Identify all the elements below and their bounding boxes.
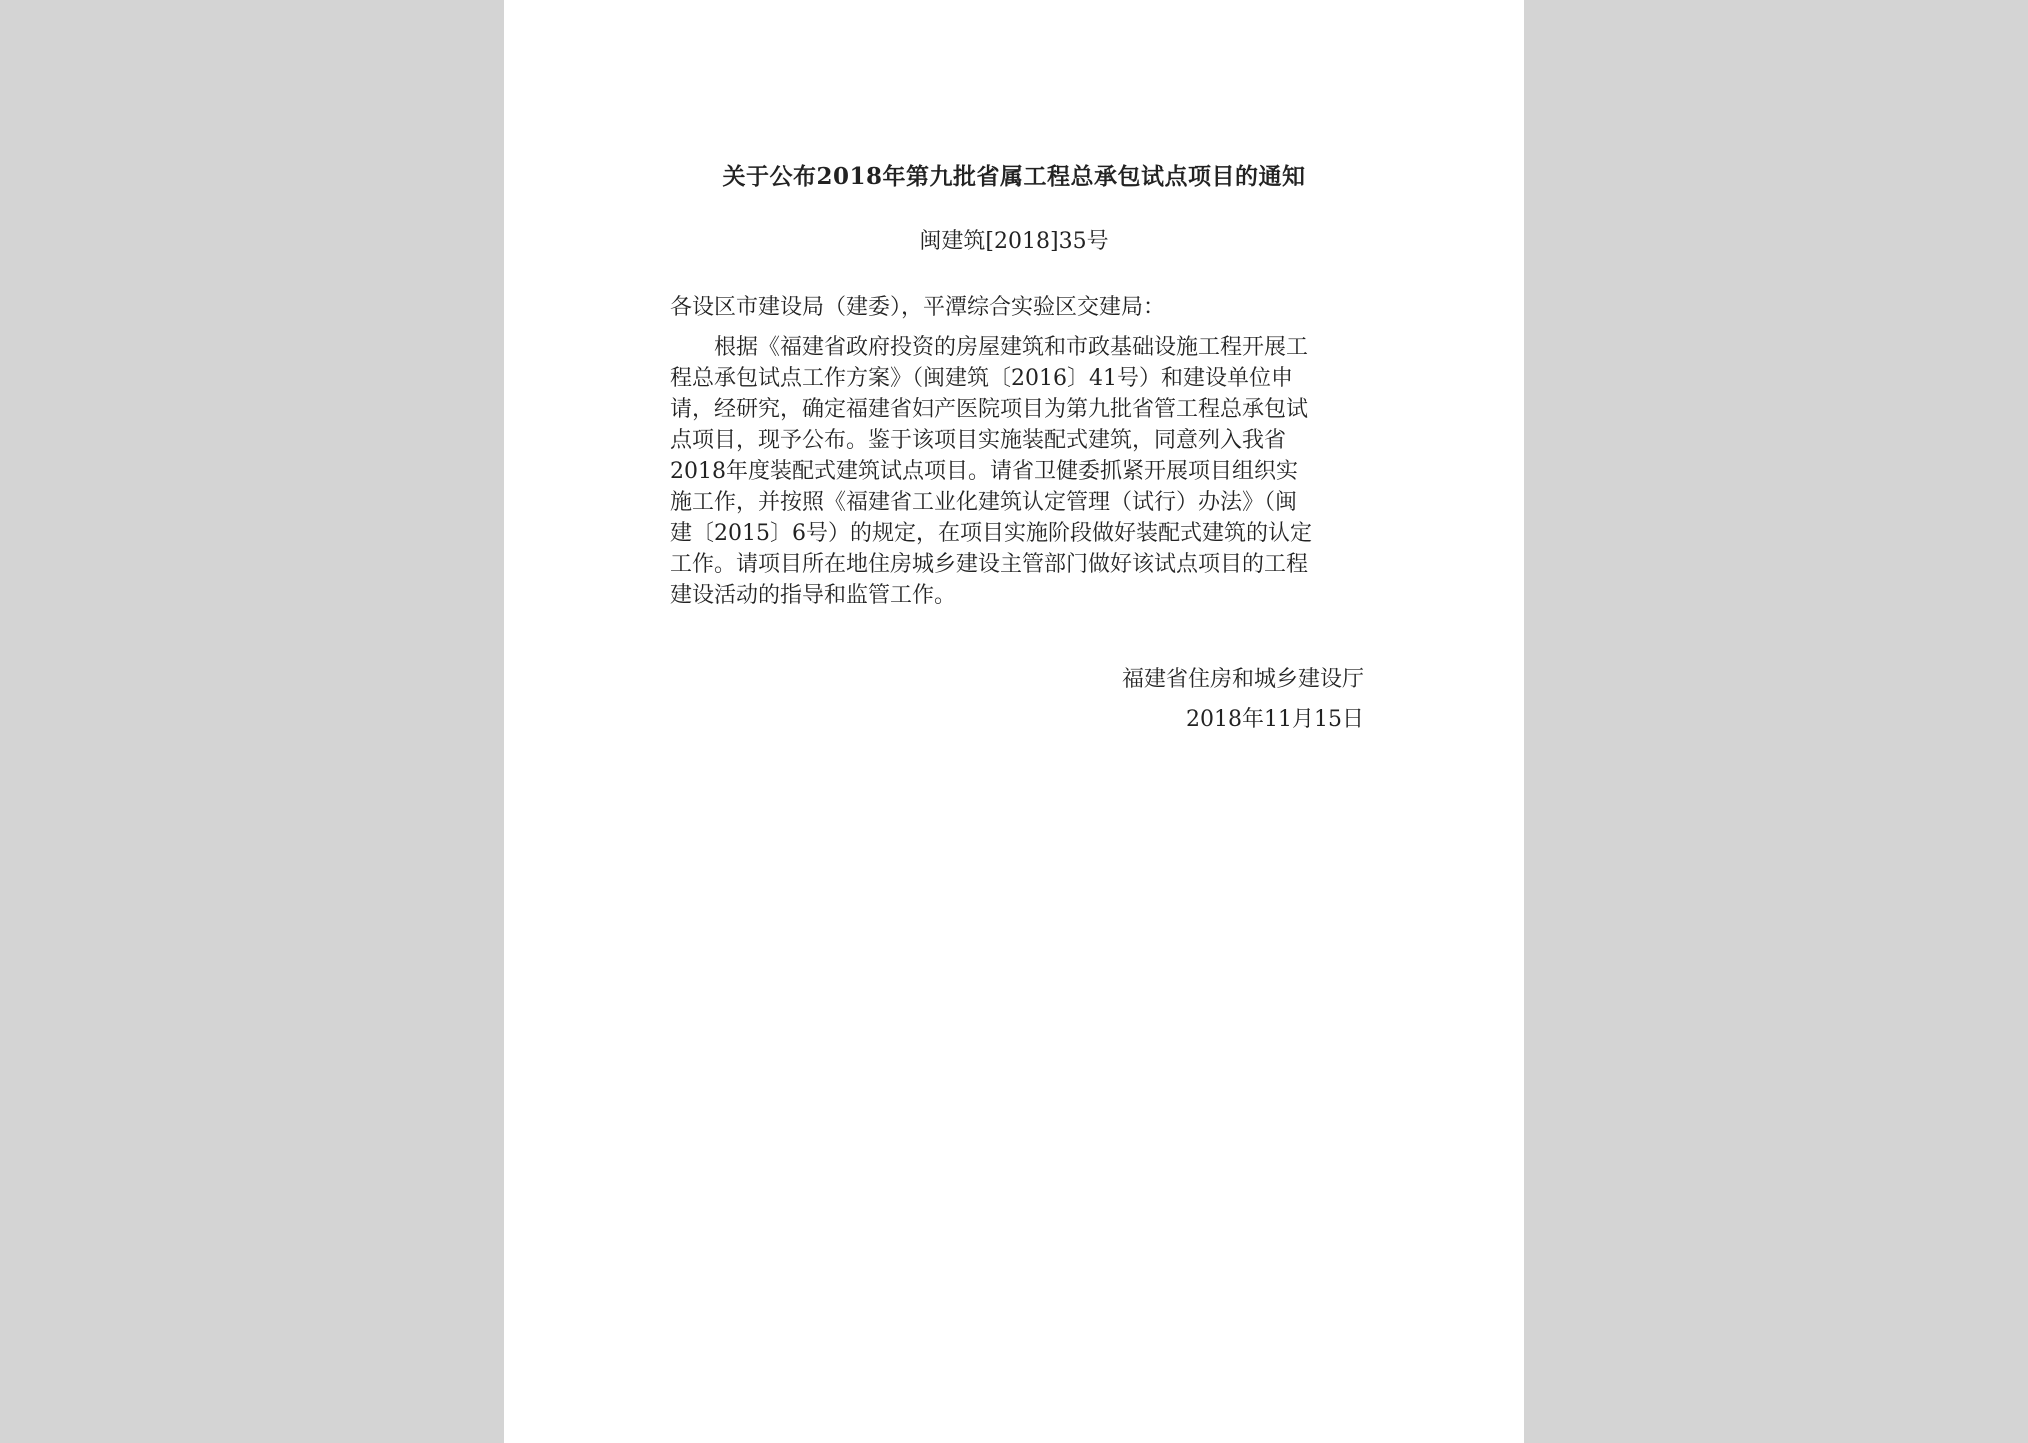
body-line: 2018年度装配式建筑试点项目。请省卫健委抓紧开展项目组织实: [670, 459, 1298, 484]
body-line: 工作。请项目所在地住房城乡建设主管部门做好该试点项目的工程: [670, 552, 1309, 577]
body-line: 施工作，并按照《福建省工业化建筑认定管理（试行）办法》（闽: [670, 490, 1298, 515]
body-line: 程总承包试点工作方案》（闽建筑〔2016〕41号）和建设单位申: [670, 366, 1293, 391]
issuer-name: 福建省住房和城乡建设厅: [1121, 667, 1364, 692]
body-line: 点项目，现予公布。鉴于该项目实施装配式建筑，同意列入我省: [670, 428, 1287, 453]
body-line: 建〔2015〕6号）的规定，在项目实施阶段做好装配式建筑的认定: [670, 521, 1312, 546]
document-number: 闽建筑[2018]35号: [919, 229, 1109, 254]
body-line: 建设活动的指导和监管工作。: [670, 583, 957, 608]
document-page: [504, 0, 1524, 1443]
document-title: 关于公布2018年第九批省属工程总承包试点项目的通知: [722, 163, 1306, 190]
salutation: 各设区市建设局（建委），平潭综合实验区交建局：: [670, 295, 1166, 320]
issue-date: 2018年11月15日: [1186, 707, 1364, 732]
body-line: 请，经研究，确定福建省妇产医院项目为第九批省管工程总承包试: [670, 397, 1309, 422]
body-line: 根据《福建省政府投资的房屋建筑和市政基础设施工程开展工: [714, 335, 1309, 360]
signature-block: [1122, 660, 1364, 740]
body-paragraph: [670, 332, 1364, 611]
